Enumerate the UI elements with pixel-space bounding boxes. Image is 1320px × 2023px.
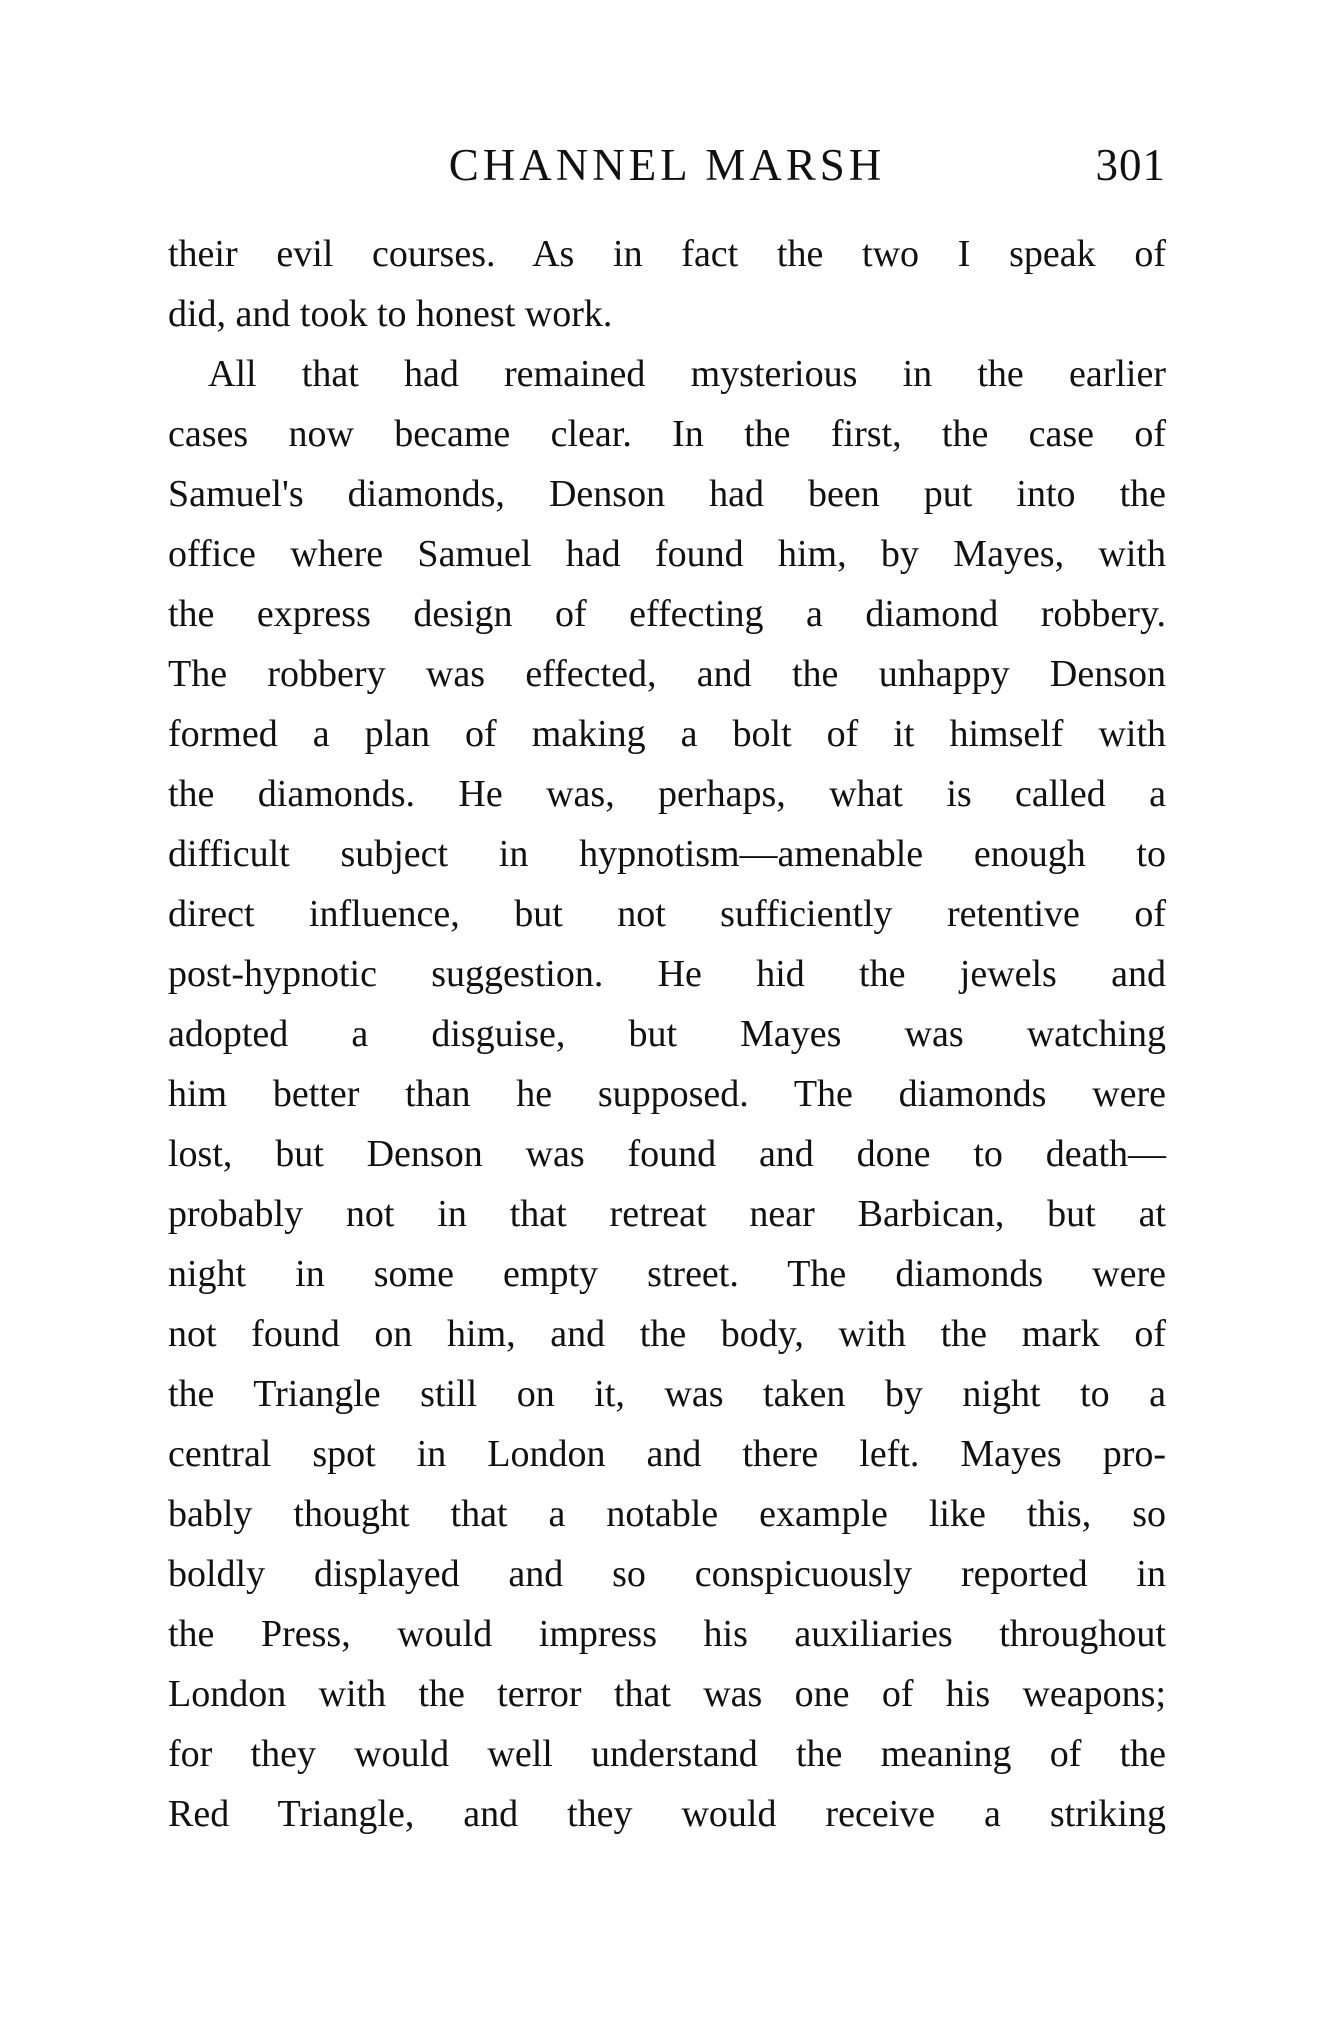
page-number: 301 [1095, 140, 1166, 190]
text-line: office where Samuel had found him, by Mayes, with [168, 533, 1166, 575]
text-line: adopted a disguise, but Mayes was watching [168, 1013, 1166, 1055]
text-line: the Press, would impress his auxiliaries throughout [168, 1613, 1166, 1655]
text-line: did, and took to honest work. [168, 293, 613, 335]
text-line: direct influence, but not sufficiently retentive of [168, 893, 1166, 935]
text-line: him better than he supposed. The diamonds were [168, 1073, 1166, 1115]
text-line: difficult subject in hypnotism—amenable enough to [168, 833, 1166, 875]
text-line: the express design of effecting a diamond robbery. [168, 593, 1166, 635]
text-line: London with the terror that was one of his weapons; [168, 1673, 1166, 1715]
text-line: for they would well understand the meaning of the [168, 1733, 1166, 1775]
text-line: the diamonds. He was, perhaps, what is called a [168, 773, 1166, 815]
text-line: Red Triangle, and they would receive a striking [168, 1793, 1166, 1835]
text-line: The robbery was effected, and the unhappy Denson [168, 653, 1166, 695]
body-text [168, 224, 1166, 1844]
text-line: not found on him, and the body, with the mark of [168, 1313, 1166, 1355]
text-line: lost, but Denson was found and done to death— [168, 1133, 1166, 1175]
paragraph-first-line: All that had remained mysterious in the earlier [208, 353, 1166, 395]
text-line: the Triangle still on it, was taken by night to a [168, 1373, 1166, 1415]
running-head [168, 135, 1166, 195]
text-line: Samuel's diamonds, Denson had been put into the [168, 473, 1166, 515]
text-line: bably thought that a notable example like this, so [168, 1493, 1166, 1535]
text-line: cases now became clear. In the first, the case of [168, 413, 1166, 455]
text-line: boldly displayed and so conspicuously reported in [168, 1553, 1166, 1595]
running-title: CHANNEL MARSH [448, 140, 886, 190]
text-line: central spot in London and there left. Mayes pro- [168, 1433, 1166, 1475]
text-line: probably not in that retreat near Barbican, but at [168, 1193, 1166, 1235]
text-line: formed a plan of making a bolt of it himself with [168, 713, 1166, 755]
text-line: their evil courses. As in fact the two I speak of [168, 233, 1166, 275]
text-line: post-hypnotic suggestion. He hid the jewels and [168, 953, 1166, 995]
text-line: night in some empty street. The diamonds were [168, 1253, 1166, 1295]
